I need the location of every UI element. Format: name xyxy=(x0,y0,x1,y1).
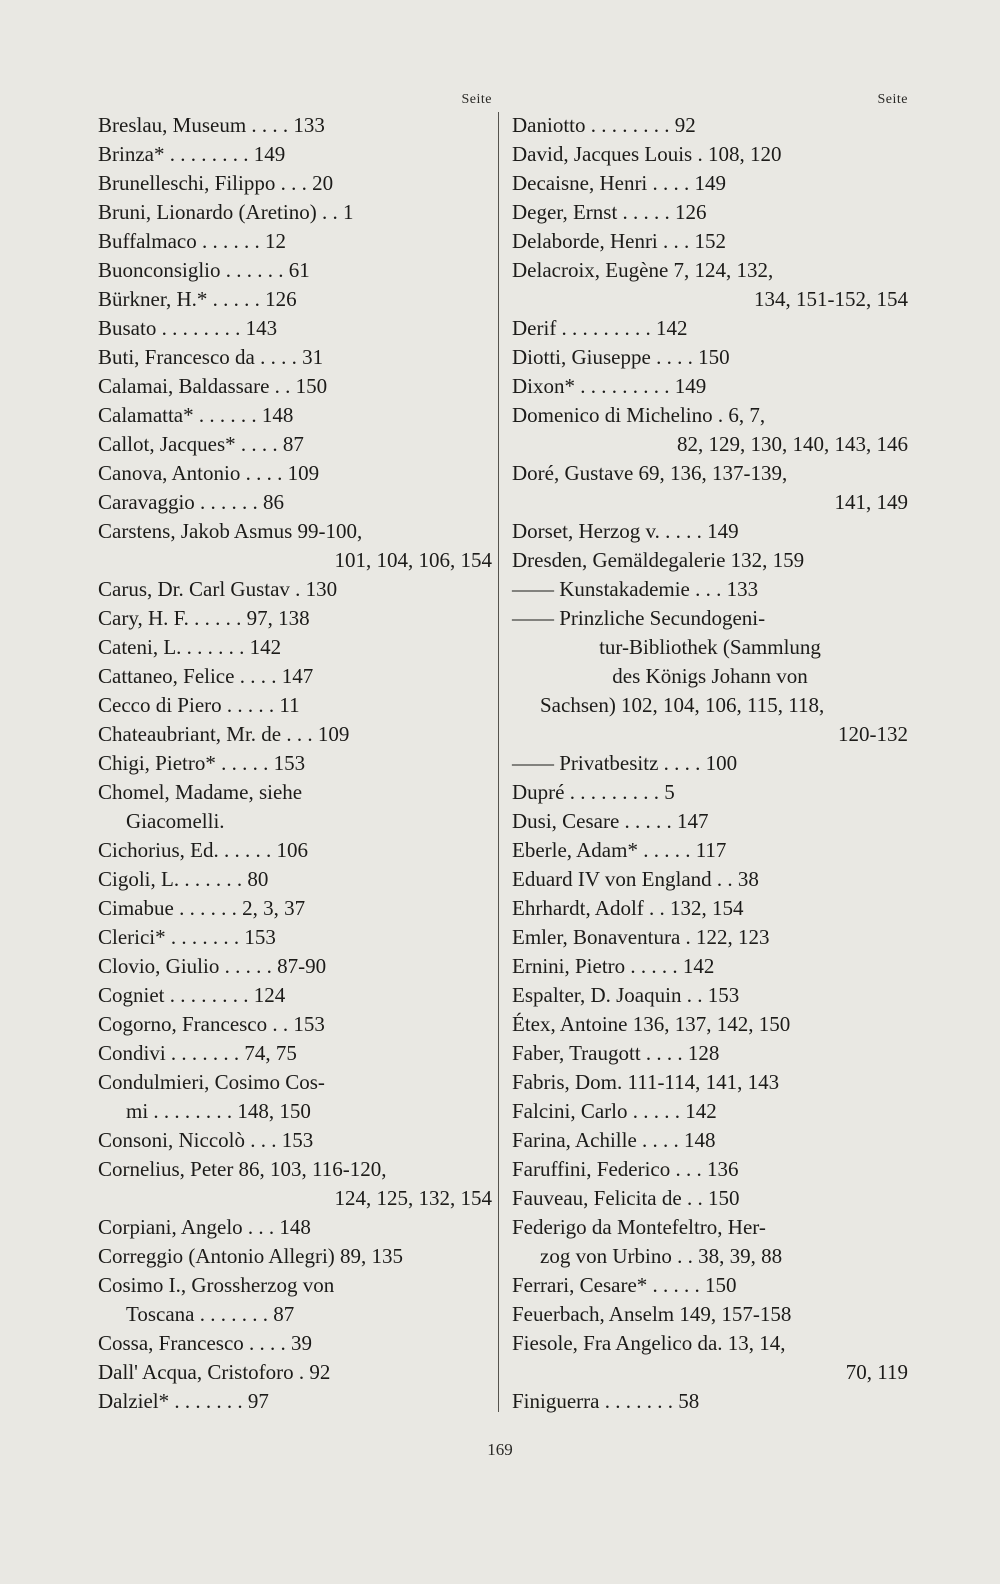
index-entry-line xyxy=(98,168,492,198)
index-entry-line xyxy=(98,1125,492,1155)
index-entry-line xyxy=(512,110,908,140)
index-entry-text: Cogorno, Francesco . . 153 xyxy=(98,1012,325,1036)
index-entry-text: Clerici* . . . . . . . 153 xyxy=(98,925,276,949)
index-entry-line xyxy=(98,371,492,401)
index-entry-line xyxy=(98,284,492,314)
index-entry-text: tur-Bibliothek (Sammlung xyxy=(599,635,821,659)
index-entry-text: 141, 149 xyxy=(834,490,908,514)
index-entry-line xyxy=(512,980,908,1010)
index-entry-text: Ferrari, Cesare* . . . . . 150 xyxy=(512,1273,737,1297)
index-entry-line xyxy=(512,1299,908,1329)
index-entry-line xyxy=(512,864,908,894)
index-entry-line xyxy=(98,197,492,227)
index-entry-line xyxy=(98,313,492,343)
index-entry-text: Falcini, Carlo . . . . . 142 xyxy=(512,1099,717,1123)
index-entry-line xyxy=(512,226,908,256)
index-entry-line xyxy=(512,1357,908,1387)
index-entry-line xyxy=(98,1241,492,1271)
index-entry-text: Condulmieri, Cosimo Cos- xyxy=(98,1070,325,1094)
index-entry-text: Canova, Antonio . . . . 109 xyxy=(98,461,320,485)
index-entry-text: Caravaggio . . . . . . 86 xyxy=(98,490,285,514)
index-entry-line xyxy=(98,864,492,894)
index-entry-line xyxy=(512,1386,908,1416)
index-entry-line xyxy=(512,371,908,401)
index-entry-text: Federigo da Montefeltro, Her- xyxy=(512,1215,766,1239)
index-entry-text: Dupré . . . . . . . . . 5 xyxy=(512,780,675,804)
index-entry-text: Buffalmaco . . . . . . 12 xyxy=(98,229,286,253)
index-entry-text: 120-132 xyxy=(838,722,908,746)
index-entry-text: Chomel, Madame, siehe xyxy=(98,780,303,804)
index-entry-text: des Königs Johann von xyxy=(612,664,808,688)
index-entry-line xyxy=(98,1328,492,1358)
index-entry-text: Eduard IV von England . . 38 xyxy=(512,867,759,891)
index-entry-text: Ehrhardt, Adolf . . 132, 154 xyxy=(512,896,744,920)
index-entry-line xyxy=(512,1096,908,1126)
index-entry-line xyxy=(512,574,908,604)
index-entry-text: Cornelius, Peter 86, 103, 116-120, xyxy=(98,1157,387,1181)
index-entry-line xyxy=(98,139,492,169)
index-entry-text: Brunelleschi, Filippo . . . 20 xyxy=(98,171,334,195)
index-entry-text: Cichorius, Ed. . . . . . 106 xyxy=(98,838,308,862)
index-entry-text: Decaisne, Henri . . . . 149 xyxy=(512,171,727,195)
index-entry-text: mi . . . . . . . . 148, 150 xyxy=(126,1099,311,1123)
index-entry-text: Brinza* . . . . . . . . 149 xyxy=(98,142,286,166)
index-entry-text: Buti, Francesco da . . . . 31 xyxy=(98,345,324,369)
index-entry-line xyxy=(512,1212,908,1242)
index-entry-text: 134, 151-152, 154 xyxy=(754,287,908,311)
index-entry-line xyxy=(512,139,908,169)
index-entry-text: Busato . . . . . . . . 143 xyxy=(98,316,278,340)
index-entry-line xyxy=(512,168,908,198)
index-entry-line xyxy=(98,458,492,488)
index-entry-text: —— Kunstakademie . . . 133 xyxy=(512,577,759,601)
index-entry-line xyxy=(512,1125,908,1155)
index-entry-text: Feuerbach, Anselm 149, 157-158 xyxy=(512,1302,792,1326)
index-entry-line xyxy=(98,487,492,517)
index-entry-text: Dixon* . . . . . . . . . 149 xyxy=(512,374,707,398)
index-entry-text: Calamatta* . . . . . . 148 xyxy=(98,403,294,427)
index-entry-text: Doré, Gustave 69, 136, 137-139, xyxy=(512,461,788,485)
index-entry-text: Cecco di Piero . . . . . 11 xyxy=(98,693,300,717)
index-entry-text: Delacroix, Eugène 7, 124, 132, xyxy=(512,258,774,282)
index-entry-line xyxy=(512,545,908,575)
index-entry-line xyxy=(98,1009,492,1039)
index-entry-text: Eberle, Adam* . . . . . 117 xyxy=(512,838,727,862)
index-entry-line xyxy=(512,400,908,430)
index-entry-text: Breslau, Museum . . . . 133 xyxy=(98,113,325,137)
index-entry-text: Clovio, Giulio . . . . . 87-90 xyxy=(98,954,327,978)
index-entry-line xyxy=(98,777,492,807)
index-entry-line xyxy=(98,342,492,372)
index-entry-text: Delaborde, Henri . . . 152 xyxy=(512,229,727,253)
index-entry-text: Cattaneo, Felice . . . . 147 xyxy=(98,664,314,688)
index-entry-line xyxy=(98,951,492,981)
index-entry-line xyxy=(512,1241,908,1271)
index-entry-line xyxy=(512,1328,908,1358)
index-entry-text: Faruffini, Federico . . . 136 xyxy=(512,1157,739,1181)
index-entry-line xyxy=(98,661,492,691)
index-entry-text: Fauveau, Felicita de . . 150 xyxy=(512,1186,740,1210)
index-entry-text: Finiguerra . . . . . . . 58 xyxy=(512,1389,700,1413)
index-entry-text: —— Privatbesitz . . . . 100 xyxy=(512,751,738,775)
index-entry-text: Espalter, D. Joaquin . . 153 xyxy=(512,983,740,1007)
index-entry-line xyxy=(512,835,908,865)
index-entry-text: Cossa, Francesco . . . . 39 xyxy=(98,1331,313,1355)
index-entry-text: 82, 129, 130, 140, 143, 146 xyxy=(677,432,908,456)
index-entry-text: Dall' Acqua, Cristoforo . 92 xyxy=(98,1360,331,1384)
index-entry-text: Dalziel* . . . . . . . 97 xyxy=(98,1389,269,1413)
index-entry-line xyxy=(512,603,908,633)
index-entry-line xyxy=(98,748,492,778)
index-entry-line xyxy=(98,574,492,604)
index-entry-text: Fiesole, Fra Angelico da. 13, 14, xyxy=(512,1331,786,1355)
column-divider xyxy=(498,112,499,1412)
index-entry-line xyxy=(98,1154,492,1184)
index-entry-text: Calamai, Baldassare . . 150 xyxy=(98,374,328,398)
index-entry-text: Dresden, Gemäldegalerie 132, 159 xyxy=(512,548,805,572)
index-entry-text: Daniotto . . . . . . . . 92 xyxy=(512,113,696,137)
index-entry-line xyxy=(512,284,908,314)
index-entry-text: Ernini, Pietro . . . . . 142 xyxy=(512,954,715,978)
index-entry-line xyxy=(98,545,492,575)
index-entry-line xyxy=(98,255,492,285)
right-column-header: Seite xyxy=(877,92,908,107)
index-entry-line xyxy=(98,1067,492,1097)
left-column-header: Seite xyxy=(461,92,492,107)
index-entry-text: 101, 104, 106, 154 xyxy=(334,548,492,572)
index-entry-text: David, Jacques Louis . 108, 120 xyxy=(512,142,782,166)
index-entry-text: Fabris, Dom. 111-114, 141, 143 xyxy=(512,1070,780,1094)
index-entry-line xyxy=(98,835,492,865)
index-entry-line xyxy=(98,1270,492,1300)
index-entry-line xyxy=(98,400,492,430)
index-entry-line xyxy=(512,1270,908,1300)
index-entry-line xyxy=(98,1299,492,1329)
index-entry-text: Cosimo I., Grossherzog von xyxy=(98,1273,335,1297)
index-entry-line xyxy=(512,893,908,923)
index-entry-text: Condivi . . . . . . . 74, 75 xyxy=(98,1041,297,1065)
index-entry-line xyxy=(98,226,492,256)
index-entry-line xyxy=(98,690,492,720)
index-entry-text: Sachsen) 102, 104, 106, 115, 118, xyxy=(540,693,825,717)
index-entry-line xyxy=(512,922,908,952)
index-entry-text: Carstens, Jakob Asmus 99-100, xyxy=(98,519,363,543)
index-entry-line xyxy=(512,661,908,691)
index-entry-line xyxy=(98,922,492,952)
index-entry-line xyxy=(512,429,908,459)
index-entry-text: Cary, H. F. . . . . . 97, 138 xyxy=(98,606,310,630)
index-entry-text: Emler, Bonaventura . 122, 123 xyxy=(512,925,770,949)
index-entry-text: Derif . . . . . . . . . 142 xyxy=(512,316,688,340)
index-entry-line xyxy=(512,197,908,227)
index-entry-line xyxy=(98,806,492,836)
index-entry-line xyxy=(98,1357,492,1387)
index-entry-text: Buonconsiglio . . . . . . 61 xyxy=(98,258,310,282)
index-entry-text: Bürkner, H.* . . . . . 126 xyxy=(98,287,297,311)
index-entry-line xyxy=(512,458,908,488)
index-entry-text: Domenico di Michelino . 6, 7, xyxy=(512,403,766,427)
index-entry-text: Chateaubriant, Mr. de . . . 109 xyxy=(98,722,350,746)
index-entry-text: Cigoli, L. . . . . . . 80 xyxy=(98,867,269,891)
index-entry-line xyxy=(98,893,492,923)
index-entry-text: Chigi, Pietro* . . . . . 153 xyxy=(98,751,306,775)
index-entry-text: Correggio (Antonio Allegri) 89, 135 xyxy=(98,1244,404,1268)
index-entry-line xyxy=(98,1212,492,1242)
index-entry-line xyxy=(98,1183,492,1213)
index-entry-line xyxy=(512,255,908,285)
index-entry-text: Étex, Antoine 136, 137, 142, 150 xyxy=(512,1012,791,1036)
index-entry-text: zog von Urbino . . 38, 39, 88 xyxy=(540,1244,783,1268)
index-entry-line xyxy=(98,429,492,459)
index-entry-line xyxy=(512,313,908,343)
index-entry-text: Corpiani, Angelo . . . 148 xyxy=(98,1215,311,1239)
index-entry-line xyxy=(98,516,492,546)
index-entry-text: Dorset, Herzog v. . . . . 149 xyxy=(512,519,739,543)
index-entry-text: Callot, Jacques* . . . . 87 xyxy=(98,432,304,456)
index-entry-text: 124, 125, 132, 154 xyxy=(334,1186,492,1210)
index-entry-line xyxy=(512,342,908,372)
index-entry-text: Diotti, Giuseppe . . . . 150 xyxy=(512,345,730,369)
index-entry-line xyxy=(512,719,908,749)
index-entry-text: Faber, Traugott . . . . 128 xyxy=(512,1041,720,1065)
index-entry-text: Dusi, Cesare . . . . . 147 xyxy=(512,809,709,833)
index-entry-text: Toscana . . . . . . . 87 xyxy=(126,1302,295,1326)
index-entry-line xyxy=(512,748,908,778)
index-entry-line xyxy=(98,1386,492,1416)
index-entry-text: 70, 119 xyxy=(845,1360,908,1384)
index-entry-line xyxy=(98,980,492,1010)
index-entry-text: Cogniet . . . . . . . . 124 xyxy=(98,983,286,1007)
index-entry-line xyxy=(512,806,908,836)
index-entry-line xyxy=(512,951,908,981)
index-entry-text: Farina, Achille . . . . 148 xyxy=(512,1128,716,1152)
index-entry-text: Bruni, Lionardo (Aretino) . . 1 xyxy=(98,200,354,224)
index-entry-line xyxy=(512,487,908,517)
index-entry-line xyxy=(98,719,492,749)
index-entry-line xyxy=(512,1038,908,1068)
page-number: 169 xyxy=(487,1440,513,1459)
index-entry-line xyxy=(98,1096,492,1126)
index-entry-text: Carus, Dr. Carl Gustav . 130 xyxy=(98,577,338,601)
index-entry-text: Giacomelli. xyxy=(126,809,225,833)
index-entry-text: Cimabue . . . . . . 2, 3, 37 xyxy=(98,896,306,920)
index-entry-line xyxy=(512,1154,908,1184)
index-entry-line xyxy=(98,632,492,662)
index-entry-line xyxy=(512,1067,908,1097)
index-entry-text: —— Prinzliche Secundogeni- xyxy=(512,606,766,630)
index-entry-line xyxy=(512,1183,908,1213)
index-entry-text: Consoni, Niccolò . . . 153 xyxy=(98,1128,314,1152)
index-entry-line xyxy=(98,110,492,140)
index-entry-line xyxy=(512,632,908,662)
index-entry-line xyxy=(98,1038,492,1068)
index-entry-line xyxy=(512,777,908,807)
index-entry-line xyxy=(512,516,908,546)
index-entry-line xyxy=(512,690,908,720)
index-entry-line xyxy=(512,1009,908,1039)
index-entry-text: Cateni, L. . . . . . . 142 xyxy=(98,635,282,659)
index-entry-line xyxy=(98,603,492,633)
index-entry-text: Deger, Ernst . . . . . 126 xyxy=(512,200,707,224)
